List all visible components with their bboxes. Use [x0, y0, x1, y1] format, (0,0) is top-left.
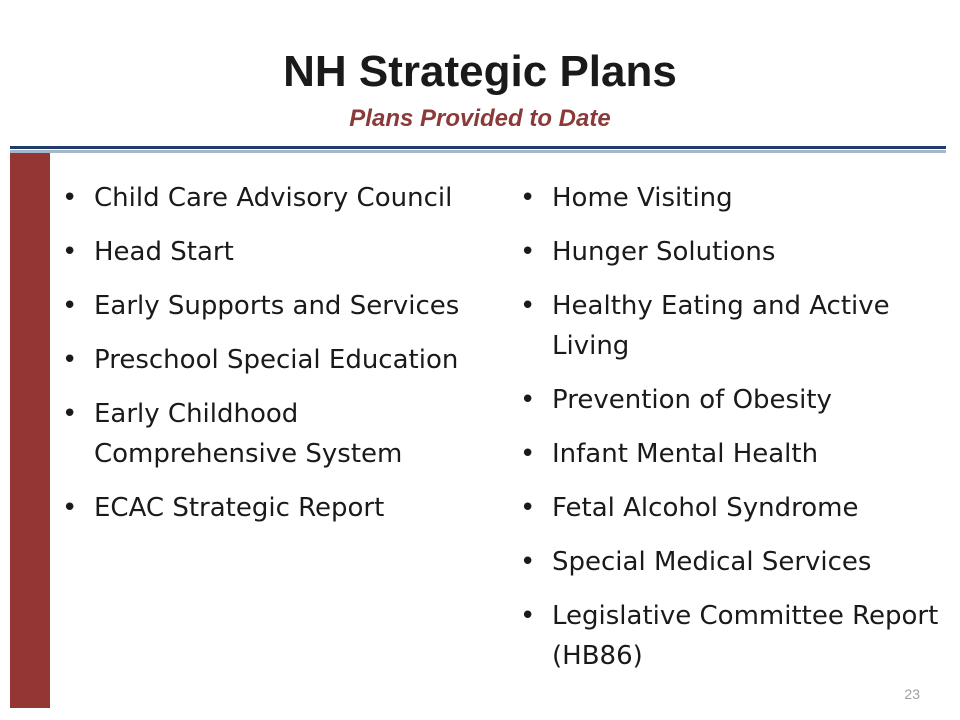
- list-item-text: Early Childhood Comprehensive System: [94, 399, 403, 469]
- bullet-icon: •: [62, 399, 78, 429]
- list-item-text: Head Start: [94, 237, 234, 267]
- bullet-icon: •: [62, 237, 78, 267]
- bullet-icon: •: [520, 237, 536, 267]
- page-number: 23: [904, 686, 920, 702]
- list-item: [60, 340, 480, 380]
- list-item-text: ECAC Strategic Report: [94, 493, 385, 523]
- list-item-text: Special Medical Services: [552, 547, 872, 577]
- list-item-text: Legislative Committee Report (HB86): [552, 601, 939, 671]
- bullet-icon: •: [520, 183, 536, 213]
- bullet-icon: •: [520, 439, 536, 469]
- list-item-text: Home Visiting: [552, 183, 733, 213]
- list-item-text: Child Care Advisory Council: [94, 183, 453, 213]
- bullet-icon: •: [520, 601, 536, 631]
- bullet-icon: •: [520, 547, 536, 577]
- list-item: [518, 232, 948, 272]
- list-item: [518, 380, 948, 420]
- list-item: [518, 488, 948, 528]
- bullet-icon: •: [520, 291, 536, 321]
- list-item-text: Healthy Eating and Active Living: [552, 291, 890, 361]
- list-item-text: Hunger Solutions: [552, 237, 776, 267]
- slide-subtitle: Plans Provided to Date: [349, 105, 611, 132]
- bullet-icon: •: [62, 183, 78, 213]
- bullet-icon: •: [62, 291, 78, 321]
- list-item-text: Preschool Special Education: [94, 345, 459, 375]
- list-item: [60, 488, 480, 528]
- list-item-text: Early Supports and Services: [94, 291, 460, 321]
- list-item: [60, 286, 480, 326]
- bullet-icon: •: [520, 385, 536, 415]
- bullet-icon: •: [520, 493, 536, 523]
- list-item: [518, 178, 948, 218]
- header-divider-shadow: [10, 150, 946, 153]
- list-item: [518, 286, 948, 366]
- list-item: [60, 394, 480, 474]
- list-item-text: Fetal Alcohol Syndrome: [552, 493, 859, 523]
- list-item: [60, 178, 480, 218]
- list-item: [518, 434, 948, 474]
- slide-title: NH Strategic Plans: [283, 47, 677, 96]
- bullet-icon: •: [62, 493, 78, 523]
- left-bullet-list: [60, 178, 480, 542]
- list-item: [518, 596, 948, 676]
- header-divider: [10, 146, 946, 149]
- bullet-icon: •: [62, 345, 78, 375]
- list-item-text: Prevention of Obesity: [552, 385, 832, 415]
- list-item: [60, 232, 480, 272]
- right-bullet-list: [518, 178, 948, 690]
- list-item: [518, 542, 948, 582]
- list-item-text: Infant Mental Health: [552, 439, 819, 469]
- accent-sidebar: [10, 153, 50, 708]
